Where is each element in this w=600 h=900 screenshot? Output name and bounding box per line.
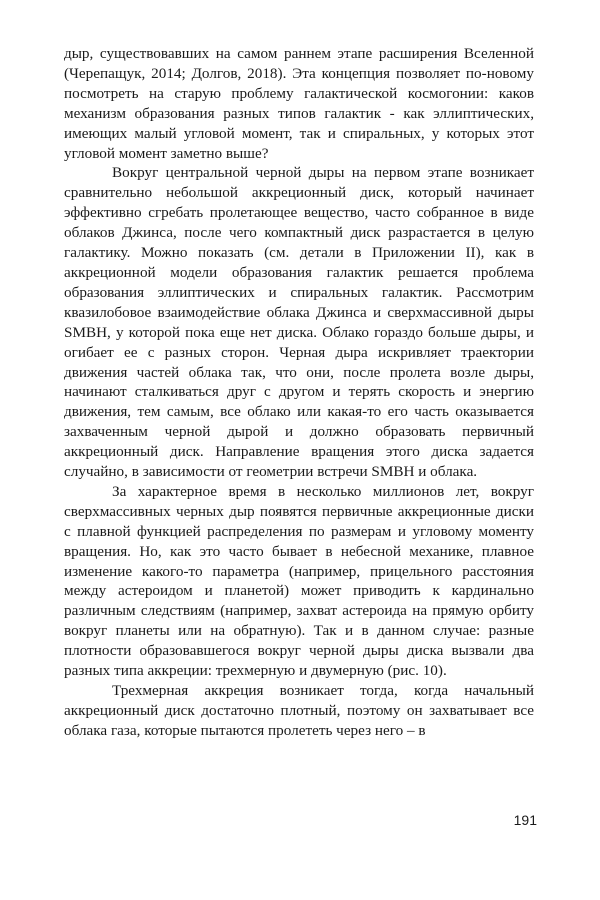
body-text <box>64 44 534 741</box>
paragraph: За характерное время в несколько миллионов лет, вокруг сверхмассивных черных дыр появятся первичные аккреционные диски с плавной функцией распределения по размерам и угловому моменту вращения. Но, как это часто бывает в небесной механике, плавное изменение какого-то параметра (например, прицельного расстояния между астероидом и планетой) может приводить к кардинально различным следствиям (например, захват астероида на прямую орбиту вокруг планеты или на обратную). Так и в данном случае: разные плотности образовавшегося вокруг черной дыры диска вызвали два разных типа аккреции: трехмерную и двумерную (рис. 10). <box>64 482 534 680</box>
paragraph: Трехмерная аккреция возникает тогда, когда начальный аккреционный диск достаточно плотный, поэтому он захватывает все облака газа, которые пытаются пролететь через него – в <box>64 682 534 739</box>
paragraph-continued: дыр, существовавших на самом раннем этапе расширения Вселенной (Черепащук, 2014; Долгов, 2018). Эта концепция позволяет по-новому посмотреть на старую проблему галактической космогонии: каков механизм образования разных типов галактик - как эллиптических, имеющих малый угловой момент, так и спиральных, у которых этот угловой момент заметно выше? <box>64 45 534 162</box>
paragraph: Вокруг центральной черной дыры на первом этапе возникает сравнительно небольшой аккреционный диск, который начинает эффективно сгребать пролетающее вещество, часто собранное в виде облаков Джинса, после чего компактный диск разрастается в целую галактику. Можно показать (см. детали в Приложении II), как в аккреционной модели образования галактик решается проблема образования эллиптических и спиральных галактик. Рассмотрим квазилобовое взаимодействие облака Джинса и сверхмассивной дыры SMBH, у которой пока еще нет диска. Облако гораздо больше дыры, и огибает ее с разных сторон. Черная дыра искривляет траектории движения частей облака так, что они, после пролета возле дыры, начинают сталкиваться друг с другом и терять скорость и энергию движения, тем самым, все облако или какая-то его часть оказывается захваченным черной дырой и должно образовать первичный аккреционный диск. Направление вращения этого диска задается случайно, в зависимости от геометрии встречи SMBH и облака. <box>64 164 534 481</box>
page-number: 191 <box>513 812 537 828</box>
